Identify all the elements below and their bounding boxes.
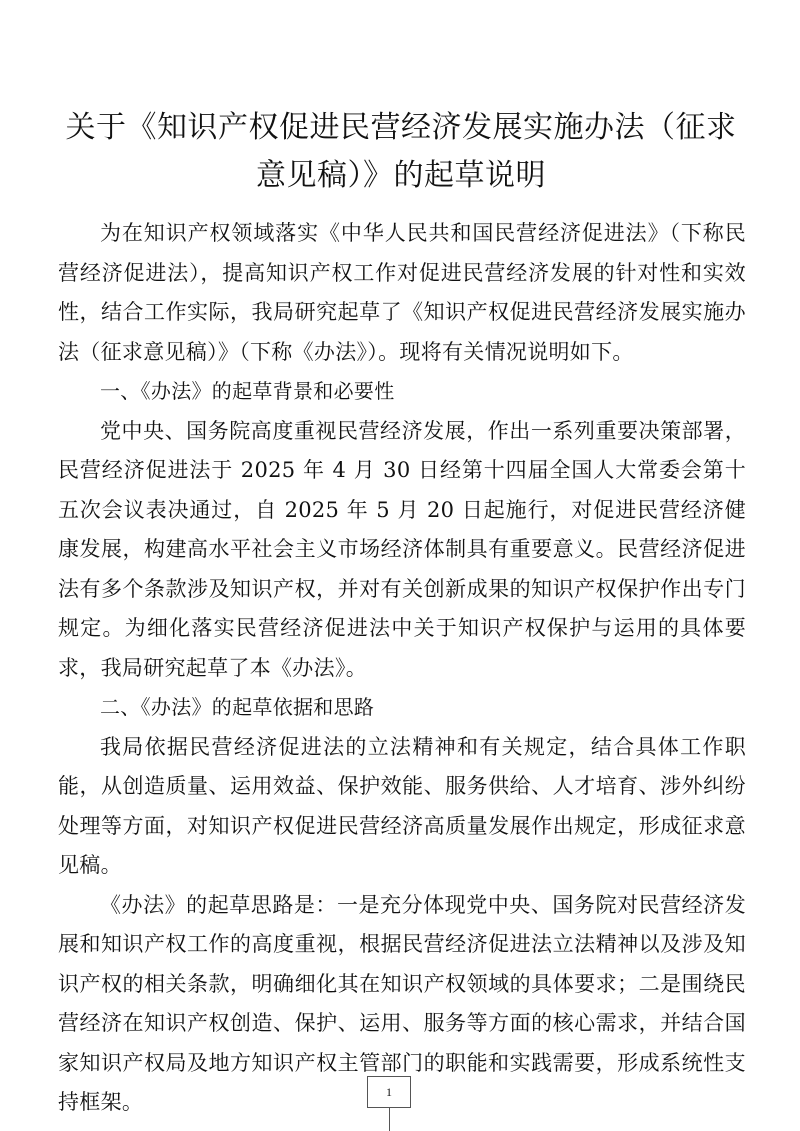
section-heading-background: 一、《办法》的起草背景和必要性 [100,379,395,403]
document-body [58,214,746,1123]
intro-paragraph: 为在知识产权领域落实《中华人民共和国民营经济促进法》（下称民营经济促进法），提高知识产权工作对促进民营经济发展的针对性和实效性，结合工作实际，我局研究起草了《知识产权促进民营经济发展实施办法（征求意见稿）》（下称《办法》）。现将有关情况说明如下。 [58,221,746,364]
page-number-divider [389,1108,390,1131]
background-paragraph: 党中央、国务院高度重视民营经济发展，作出一系列重要决策部署，民营经济促进法于 2025 年 4 月 30 日经第十四届全国人大常委会第十五次会议表决通过，自 2025 年 5 月 20 日起施行，对促进民营经济健康发展，构建高水平社会主义市场经济体制具有重要意义。民营经济促进法有多个条款涉及知识产权，并对有关创新成果的知识产权保护作出专门规定。为细化落实民营经济促进法中关于知识产权保护与运用的具体要求，我局研究起草了本《办法》。 [58,418,746,680]
section-heading-basis: 二、《办法》的起草依据和思路 [100,695,375,719]
basis-paragraph: 我局依据民营经济促进法的立法精神和有关规定，结合具体工作职能，从创造质量、运用效益、保护效能、服务供给、人才培育、涉外纠纷处理等方面，对知识产权促进民营经济高质量发展作出规定，形成征求意见稿。 [58,734,746,877]
approach-paragraph: 《办法》的起草思路是：一是充分体现党中央、国务院对民营经济发展和知识产权工作的高度重视，根据民营经济促进法立法精神以及涉及知识产权的相关条款，明确细化其在知识产权领域的具体要求；二是围绕民营经济在知识产权创造、保护、运用、服务等方面的核心需求，并结合国家知识产权局及地方知识产权主管部门的职能和实践需要，形成系统性支持框架。 [58,892,746,1114]
document-title: 关于《知识产权促进民营经济发展实施办法（征求意见稿）》的起草说明 [65,110,737,193]
page-number: 1 [367,1076,411,1108]
